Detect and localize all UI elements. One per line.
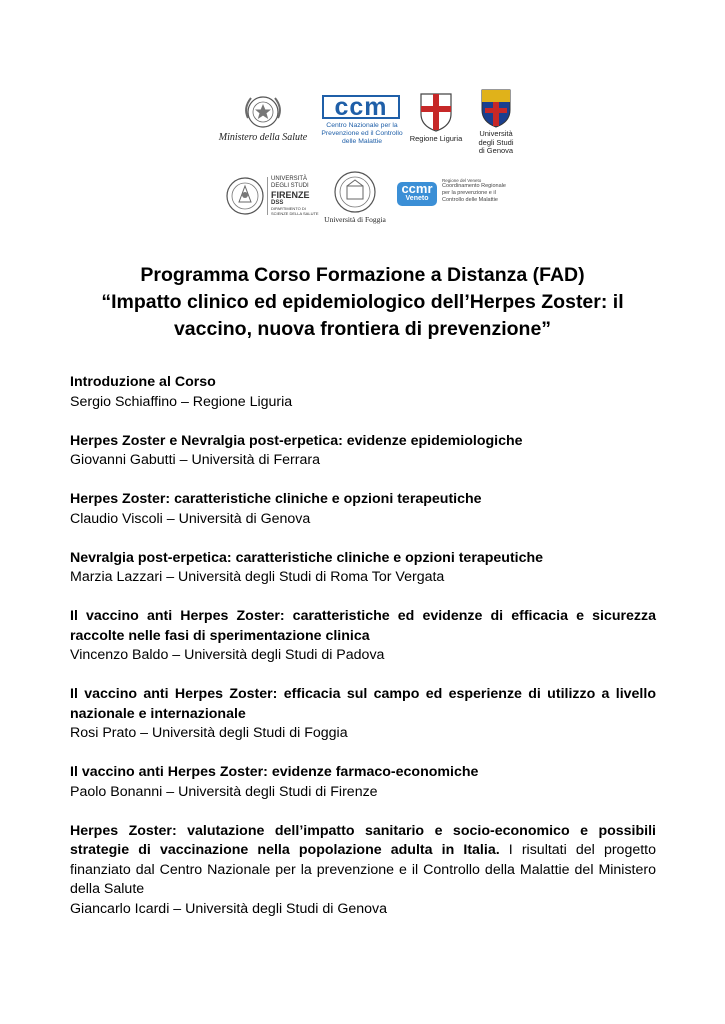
ccmr-line2: Coordinamento Regionale: [442, 183, 506, 190]
firenze-line3: FIRENZE: [271, 189, 310, 200]
program-section: [70, 490, 656, 529]
section-title: Herpes Zoster: caratteristiche cliniche e opzioni terapeutiche: [70, 491, 482, 507]
ccmr-acronym: ccmr: [401, 181, 433, 196]
section-speaker: Giovanni Gabutti – Università di Ferrara: [70, 452, 320, 468]
section-speaker: Sergio Schiaffino – Regione Liguria: [70, 393, 293, 410]
section-speaker: Claudio Viscoli – Università di Genova: [70, 510, 311, 527]
title-line3: vaccino, nuova frontiera di prevenzione”: [173, 318, 552, 340]
ministero-salute-logo: [212, 92, 314, 150]
firenze-line6: SCIENZE DELLA SALUTE: [271, 210, 319, 216]
program-section: [70, 432, 656, 471]
program-section: [70, 763, 656, 802]
ccmr-veneto-logo: [395, 178, 515, 208]
program-section: [70, 549, 656, 588]
ccmr-sub: Veneto: [405, 195, 429, 202]
section-speaker: Marzia Lazzari – Università degli Studi di Roma Tor Vergata: [70, 569, 445, 585]
document-title: [70, 262, 655, 343]
title-line2: “Impatto clinico ed epidemiologico dell’Herpes Zoster: il: [101, 291, 624, 313]
firenze-line5: DIPARTIMENTO DI: [271, 206, 306, 212]
final-paragraph: [70, 822, 656, 900]
universita-foggia-logo: [324, 170, 386, 228]
ccm-line3: delle Malattie: [341, 137, 383, 145]
genova-line2: degli Studi: [478, 137, 514, 147]
ccmr-line1: Regione del Veneto: [442, 178, 482, 183]
section-title: Il vaccino anti Herpes Zoster: efficacia sul campo ed esperienze di utilizzo a livello nazionale e internazionale: [70, 686, 656, 722]
firenze-line2: DEGLI STUDI: [271, 182, 309, 189]
section-speaker: Rosi Prato – Università degli Studi di Foggia: [70, 725, 348, 741]
program-section-final: [70, 822, 656, 920]
program-list: [70, 373, 656, 939]
ccm-line2: Prevenzione ed il Controllo: [321, 129, 403, 137]
section-title: Introduzione al Corso: [70, 374, 216, 390]
firenze-divider: [267, 177, 268, 215]
foggia-caption: Università di Foggia: [324, 215, 386, 224]
foggia-seal-icon: [328, 170, 382, 216]
section-title: Nevralgia post-erpetica: caratteristiche cliniche e opzioni terapeutiche: [70, 549, 544, 566]
universita-firenze-logo: [225, 175, 319, 217]
genova-line3: di Genova: [478, 146, 514, 156]
liguria-shield-icon: [412, 92, 460, 132]
genova-line1: Università: [479, 129, 513, 138]
ccmr-line3: per la prevenzione e il: [442, 189, 496, 196]
ccmr-line4: Controllo delle Malattie: [442, 196, 498, 203]
ccmr-badge: [397, 182, 437, 206]
title-line1: Programma Corso Formazione a Distanza (FAD): [140, 264, 585, 286]
firenze-seal-icon: [225, 175, 265, 217]
section-title: Herpes Zoster e Nevralgia post-erpetica: evidenze epidemiologiche: [70, 432, 523, 449]
section-speaker: Vincenzo Baldo – Università degli Studi di Padova: [70, 647, 385, 663]
final-section-title: Herpes Zoster: valutazione dell’impatto sanitario e socio-economico e possibili strategie di vaccinazione nella popolazione adulta in Italia.: [70, 822, 656, 858]
ccm-acronym-box: [322, 95, 400, 119]
program-section: [70, 373, 656, 412]
section-title: Il vaccino anti Herpes Zoster: evidenze farmaco-economiche: [70, 764, 479, 780]
firenze-line4: DSS: [271, 200, 284, 207]
final-section-text: I risultati del progetto finanziato dal Centro Nazionale per la prevenzione e il Controllo della Malattie del Ministero della Salute: [70, 842, 657, 897]
section-title: Il vaccino anti Herpes Zoster: caratteristiche ed evidenze di efficacia e sicurezza raccolte nelle fasi di sperimentazione clinica: [70, 608, 656, 644]
ministero-caption: Ministero della Salute: [218, 132, 308, 143]
regione-liguria-logo: [409, 92, 463, 148]
ccm-line1: Centro Nazionale per la: [326, 122, 398, 129]
firenze-line1: UNIVERSITÀ: [271, 176, 308, 182]
universita-genova-logo: [470, 88, 522, 158]
section-speaker: Paolo Bonanni – Università degli Studi di Firenze: [70, 783, 378, 800]
ccm-acronym: ccm: [334, 93, 388, 121]
program-section: [70, 685, 656, 744]
final-section-speaker: Giancarlo Icardi – Università degli Studi di Genova: [70, 900, 388, 917]
ccm-logo: [320, 95, 404, 151]
genova-shield-icon: [470, 88, 522, 128]
program-section: [70, 607, 656, 666]
liguria-caption: Regione Liguria: [409, 134, 463, 143]
